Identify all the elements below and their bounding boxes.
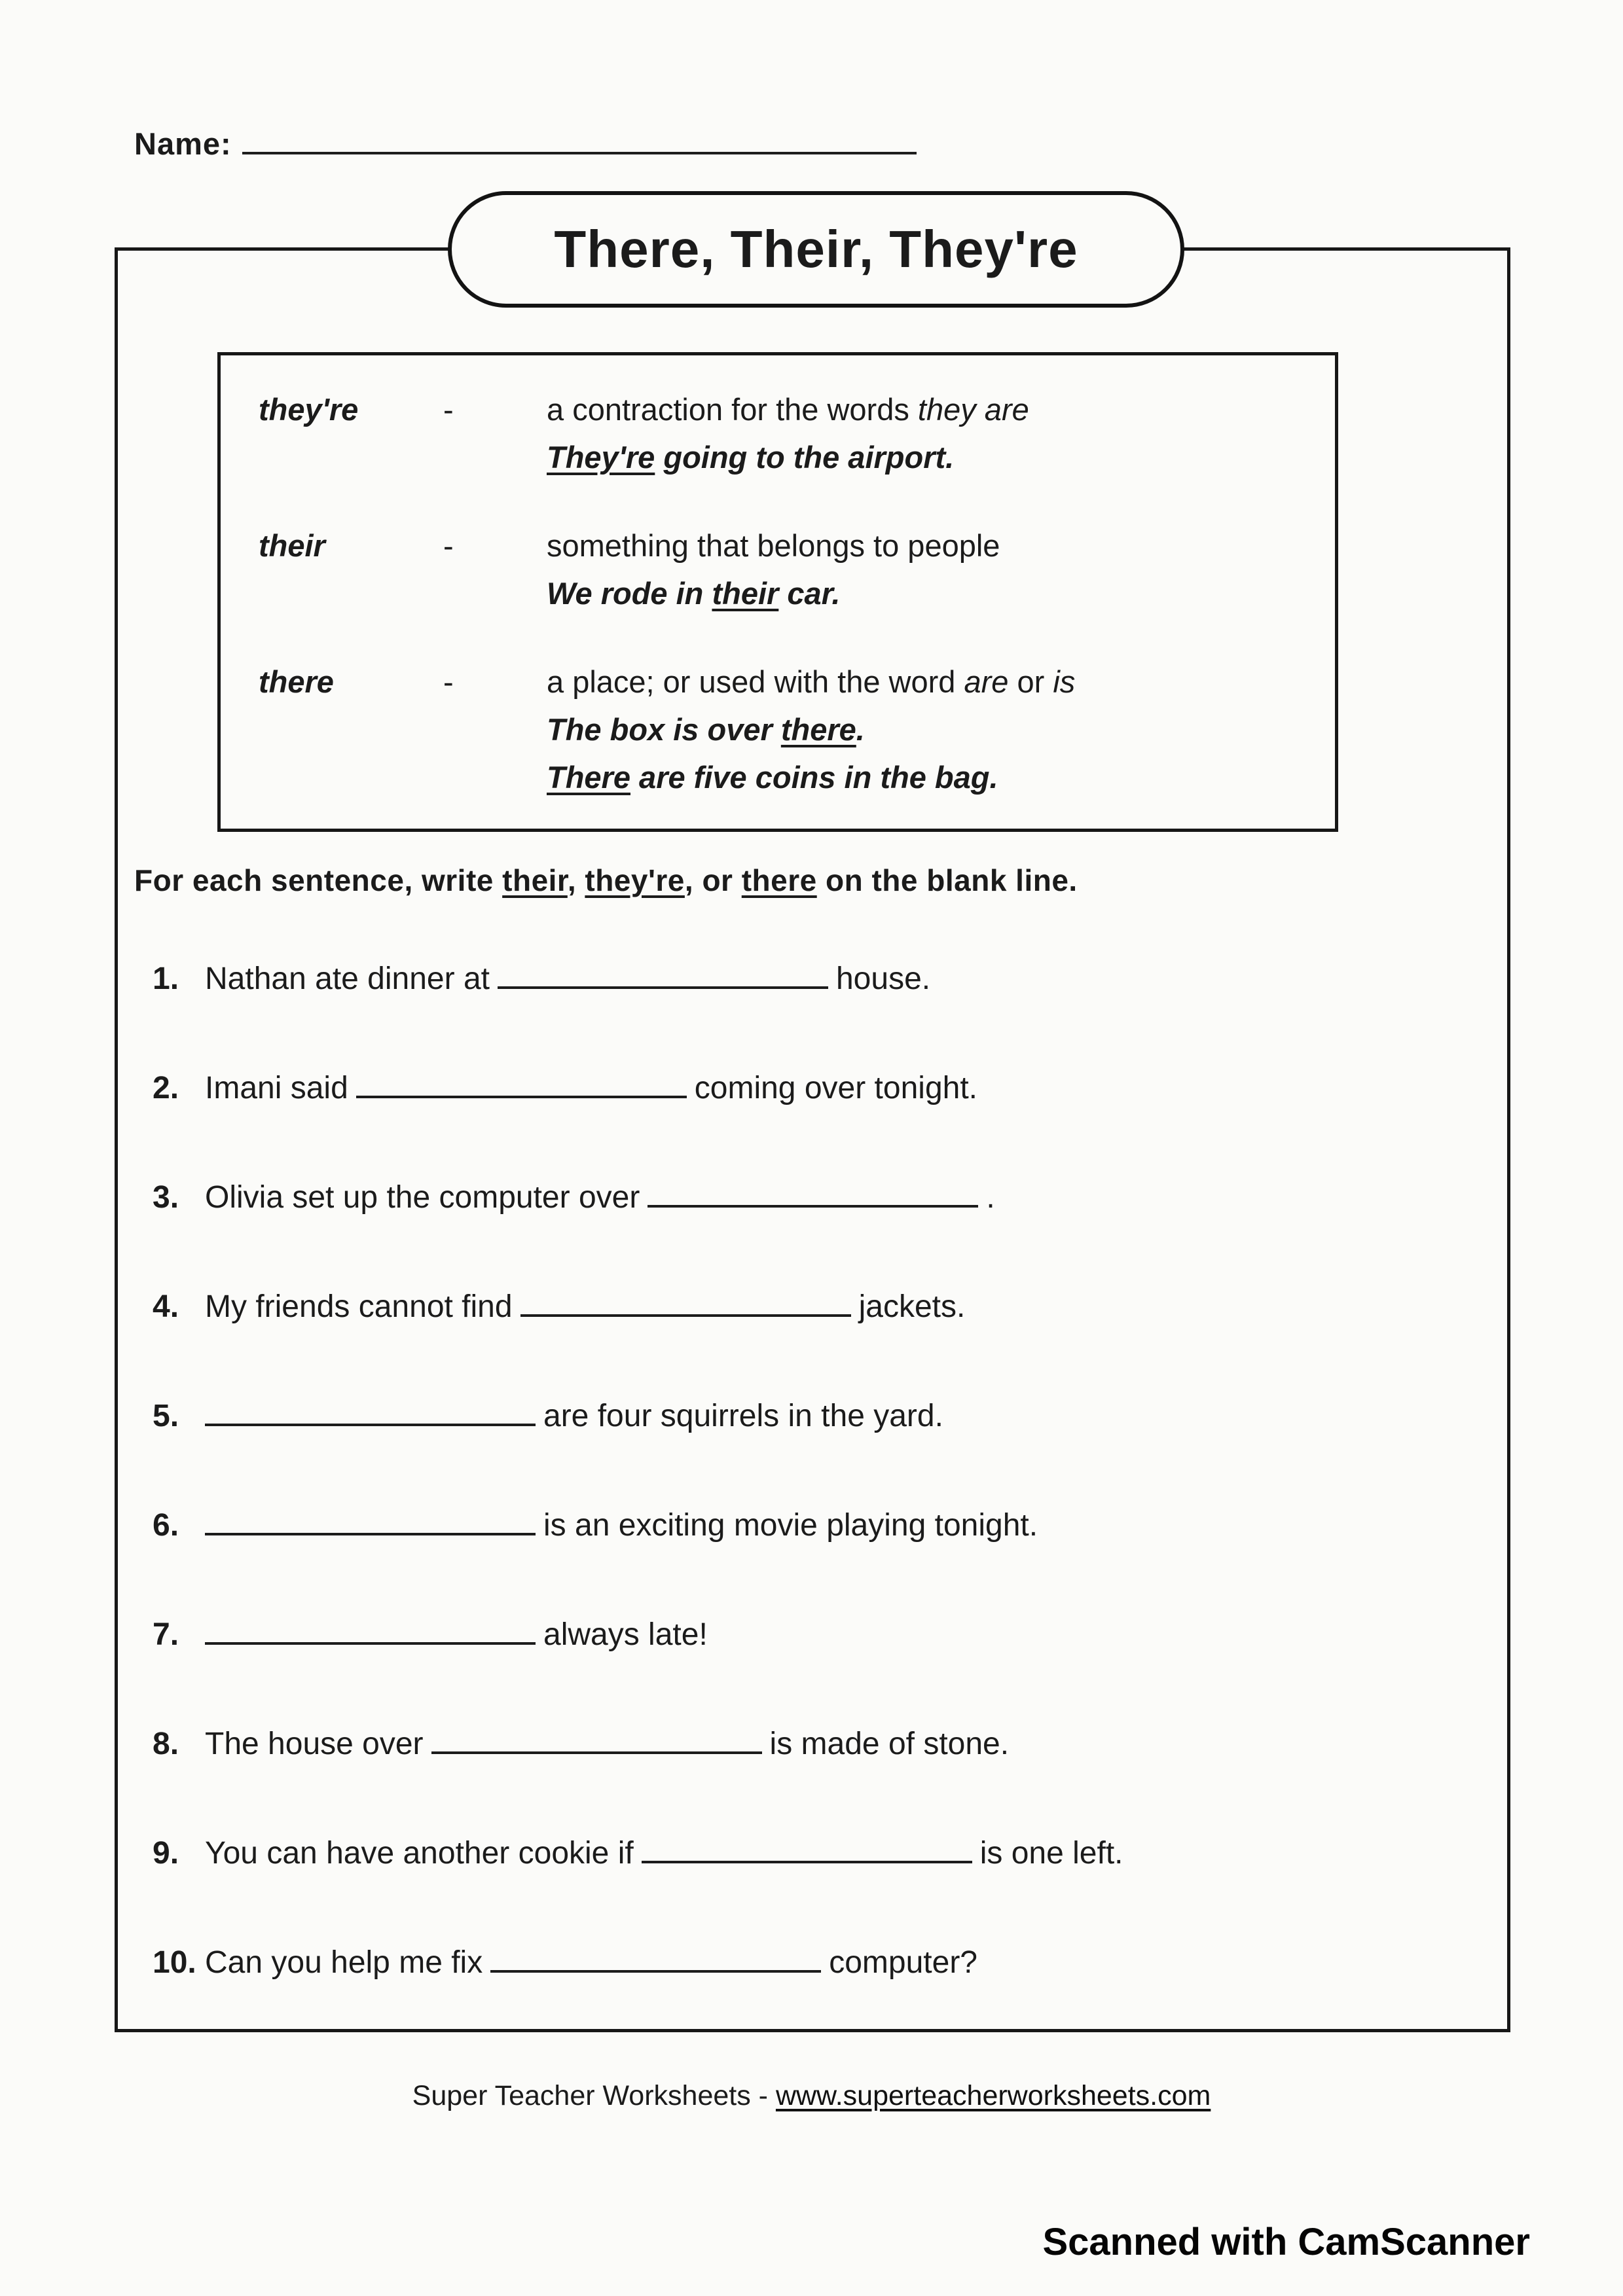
footer-text: Super Teacher Worksheets -	[412, 2080, 776, 2111]
sentence-number: 4.	[153, 1289, 179, 1324]
sentence-text-before: My friends cannot find	[205, 1289, 513, 1324]
sentence-text-after: jackets.	[858, 1289, 966, 1324]
definition-word: there	[259, 664, 334, 699]
sentence-text-after: are four squirrels in the yard.	[543, 1399, 943, 1433]
worksheet-title-banner	[448, 191, 1184, 308]
text-segment: there	[780, 712, 856, 747]
definition-separator: -	[443, 528, 454, 563]
sentence-row	[153, 1289, 1462, 1325]
instruction-text	[134, 863, 1078, 898]
definition-separator: -	[443, 392, 454, 427]
sentence-number: 1.	[153, 961, 179, 996]
text-segment: , or	[684, 863, 742, 897]
answer-blank	[520, 1310, 851, 1317]
sentence-row	[153, 961, 1462, 997]
text-segment: there	[741, 863, 817, 897]
text-segment: is	[1053, 664, 1076, 699]
text-segment: a contraction for the words	[547, 392, 918, 427]
sentence-number: 5.	[153, 1399, 179, 1433]
definition-word: their	[259, 528, 325, 563]
text-segment: their	[502, 863, 568, 897]
answer-blank	[205, 1420, 536, 1426]
definition-entry	[259, 522, 1311, 617]
text-segment: their	[712, 576, 779, 611]
definition-meaning	[547, 522, 1311, 569]
text-segment: something that belongs to people	[547, 528, 1000, 563]
text-segment: There	[547, 760, 630, 795]
definition-example	[547, 753, 1311, 801]
definition-word: they're	[259, 392, 359, 427]
sentence-number: 3.	[153, 1180, 179, 1215]
text-segment: For each sentence, write	[134, 863, 503, 897]
text-segment: or	[1008, 664, 1053, 699]
answer-blank	[642, 1857, 972, 1863]
name-blank-line	[242, 149, 917, 154]
sentence-row	[153, 1179, 1462, 1216]
text-segment: going to the airport.	[655, 440, 955, 475]
definition-text	[547, 658, 1311, 801]
text-segment: a place; or used with the word	[547, 664, 964, 699]
text-segment: They're	[547, 440, 655, 475]
definition-meaning	[547, 386, 1311, 433]
text-segment: .	[856, 712, 865, 747]
answer-blank	[356, 1092, 687, 1098]
sentence-text-before: Can you help me fix	[205, 1945, 483, 1980]
sentence-text-before: Nathan ate dinner at	[205, 961, 490, 996]
sentence-number: 10.	[153, 1945, 196, 1980]
text-segment: are	[964, 664, 1009, 699]
sentence-text-after: is one left.	[979, 1836, 1123, 1871]
text-segment: are five coins in the bag.	[630, 760, 998, 795]
definition-separator: -	[443, 664, 454, 699]
answer-blank	[490, 1966, 821, 1973]
sentence-number: 6.	[153, 1508, 179, 1543]
sentence-text-before: Olivia set up the computer over	[205, 1180, 640, 1215]
text-segment: ,	[567, 863, 585, 897]
text-segment: The box is over	[547, 712, 781, 747]
text-segment: on the blank line.	[816, 863, 1078, 897]
sentence-text-before: Imani said	[205, 1071, 348, 1105]
answer-blank	[498, 982, 828, 989]
sentence-row	[153, 1835, 1462, 1872]
footer-link[interactable]: www.superteacherworksheets.com	[775, 2080, 1211, 2111]
footer-credit	[0, 2080, 1623, 2112]
answer-blank	[431, 1748, 762, 1754]
camscanner-watermark: Scanned with CamScanner	[1042, 2221, 1530, 2263]
sentence-text-after: is made of stone.	[769, 1727, 1010, 1761]
sentence-number: 9.	[153, 1836, 179, 1871]
sentence-number: 2.	[153, 1071, 179, 1105]
sentence-row	[153, 1070, 1462, 1107]
text-segment: they are	[917, 392, 1029, 427]
sentence-text-after: coming over tonight.	[694, 1071, 977, 1105]
sentence-row	[153, 1617, 1462, 1653]
sentence-row	[153, 1507, 1462, 1544]
sentence-text-after: is an exciting movie playing tonight.	[543, 1508, 1038, 1543]
sentence-row	[153, 1726, 1462, 1763]
sentence-text-after: computer?	[829, 1945, 977, 1980]
sentence-number: 7.	[153, 1617, 179, 1652]
sentence-text-before: You can have another cookie if	[205, 1836, 634, 1871]
answer-blank	[647, 1201, 978, 1208]
definition-example	[547, 706, 1311, 753]
sentence-text-after: .	[986, 1180, 995, 1215]
sentence-text-after: always late!	[543, 1617, 708, 1652]
name-label: Name:	[134, 126, 232, 161]
sentence-row	[153, 1945, 1462, 1981]
definition-example	[547, 433, 1311, 481]
definition-text	[547, 386, 1311, 481]
sentence-text-before: The house over	[205, 1727, 424, 1761]
sentence-text-after: house.	[835, 961, 931, 996]
sentence-row	[153, 1398, 1462, 1435]
definition-meaning	[547, 658, 1311, 706]
definition-entry	[259, 658, 1311, 801]
answer-blank	[205, 1638, 536, 1645]
text-segment: We rode in	[547, 576, 712, 611]
definition-text	[547, 522, 1311, 617]
name-row	[134, 126, 917, 162]
sentence-number: 8.	[153, 1727, 179, 1761]
definition-entry	[259, 386, 1311, 481]
text-segment: car.	[778, 576, 841, 611]
definition-example	[547, 569, 1311, 617]
answer-blank	[205, 1529, 536, 1535]
sentence-list	[153, 961, 1462, 2054]
page-title: There, Their, They're	[554, 220, 1078, 278]
definition-box	[217, 352, 1338, 832]
text-segment: they're	[585, 863, 685, 897]
